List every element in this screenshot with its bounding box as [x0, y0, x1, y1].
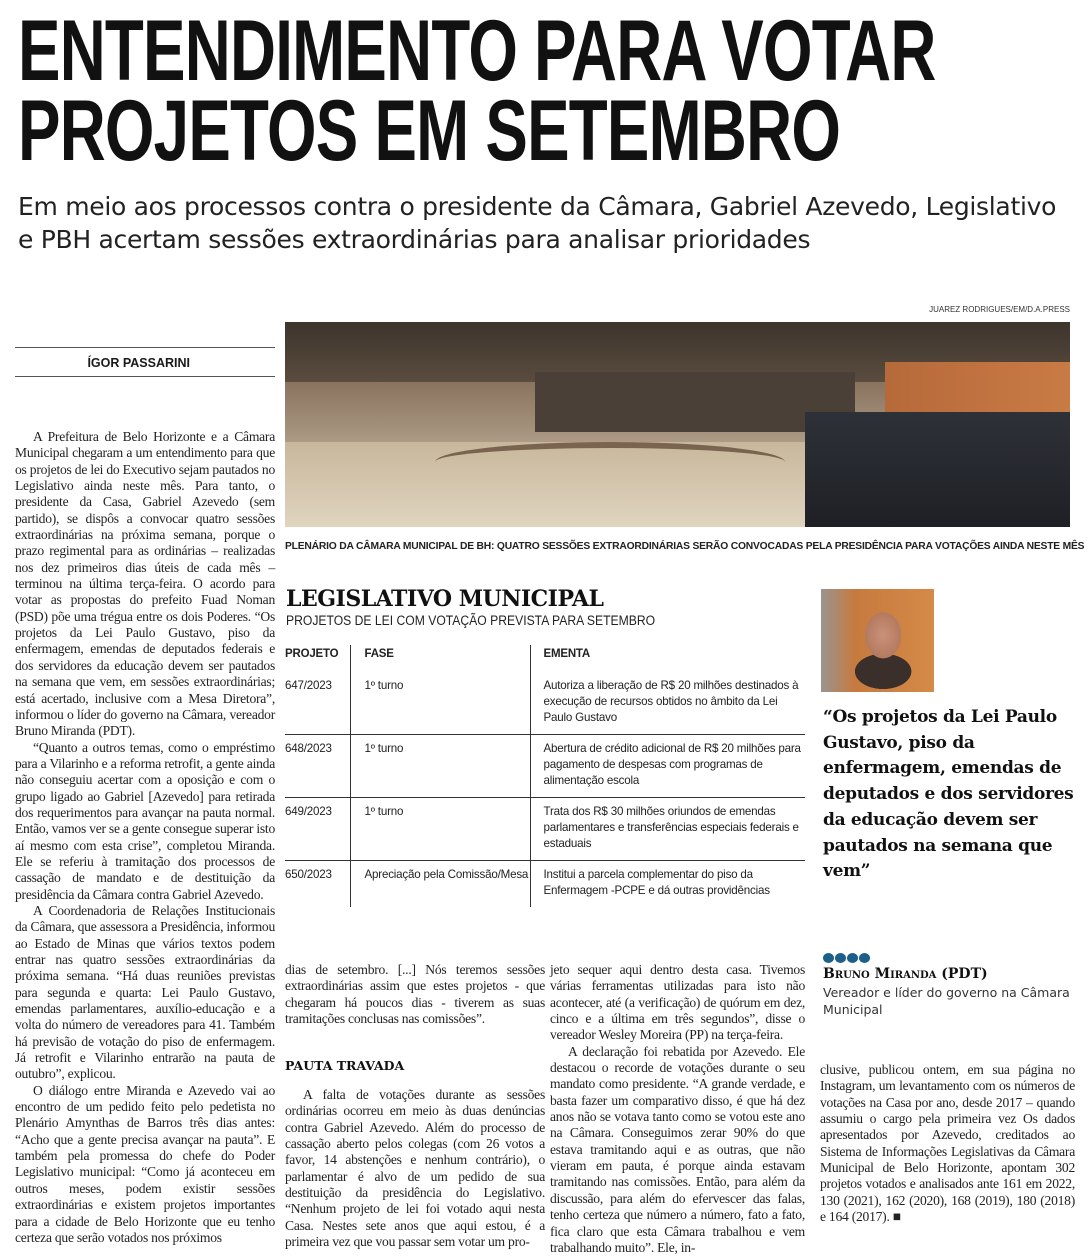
article-column-3 — [550, 962, 805, 1256]
cell-projeto: 649/2023 — [285, 798, 350, 861]
pull-quote: “Os projetos da Lei Paulo Gustavo, piso da enfermagem, emendas de deputados e dos servidores da educação devem ser pautados na semana que vem” — [823, 707, 1074, 882]
article-column-2-top — [285, 962, 545, 1027]
plenary-photo — [285, 322, 1070, 527]
bruno-miranda-portrait — [821, 589, 934, 692]
cell-ementa: Trata dos R$ 30 milhões oriundos de emendas parlamentares e transferências especiais federais e estaduais — [530, 798, 805, 861]
headline-line-2: PROJETOS EM SETEMBRO — [18, 83, 841, 179]
table-row — [285, 861, 805, 908]
cell-fase: 1º turno — [350, 735, 530, 798]
subheadline: Em meio aos processos contra o presidente da Câmara, Gabriel Azevedo, Legislativo e PBH acertam sessões extraordinárias para analisar prioridades — [18, 192, 1057, 254]
cell-ementa: Institui a parcela complementar do piso da Enfermagem -PCPE e dá outras providências — [530, 861, 805, 908]
paragraph-text: clusive, publicou ontem, em sua página no Instagram, um levantamento com os números de votações na Casa por ano, desde 2017 – quando assumiu o cargo pela primeira vez Os dados apresentados por Azevedo, creditados ao Sistema de Informações Legislativas da Câmara Municipal de Belo Horizonte, apontam 302 projetos votados e analisados ante 161 em 2022, 130 (2021), 162 (2020), 168 (2019), 180 (2018) e 164 (2017). — [820, 1062, 1075, 1225]
column-header-projeto: PROJETO — [285, 648, 339, 660]
projects-table — [285, 645, 805, 907]
table-row — [285, 672, 805, 735]
column-header-ementa: EMENTA — [530, 645, 805, 672]
cell-projeto: 650/2023 — [285, 868, 332, 881]
cell-projeto: 647/2023 — [285, 672, 350, 735]
paragraph: A Coordenadoria de Relações Institucionais da Câmara, que assessora a Presidência, informou ao Estado de Minas que vários textos podem entrar nas quatro sessões extraordinárias da próxima semana. “Há duas reuniões previstas para segunda e quarta: Lei Paulo Gustavo, emendas parlamentares, auxílio-educação e a volta do número de vereadores para 41. Também há previsão de votação do piso de enfermagem. Já retrofit e Vilarinho entrarão na pauta de outubro”, explicou. — [15, 902, 275, 1082]
column-header-fase: FASE — [350, 645, 530, 672]
table-header-row — [285, 645, 805, 672]
article-column-4 — [820, 1062, 1075, 1225]
article-column-2-bottom — [285, 1087, 545, 1250]
paragraph: A declaração foi rebatida por Azevedo. Ele destacou o recorde de votações durante o seu mandato como presidente. “A grande verdade, e basta fazer um comparativo disso, é que há dez anos não se votava tanto como se votou este ano na Câmara. Conseguimos zerar 90% do que estava tramitando aqui e as outras, que não vieram em pauta, é porque ainda estavam tramitando nas comissões. Então, para além da discussão, para além do efervescer das falas, tenho certeza que número a número, fato a fato, fica claro que esta Câmara trabalhou e vem trabalhando muito”. Ele, in- — [550, 1043, 805, 1255]
table-row — [285, 735, 805, 798]
cell-fase: Apreciação pela Comissão/Mesa — [350, 861, 530, 908]
byline: ÍGOR PASSARINI — [15, 347, 275, 377]
quote-author-role: Vereador e líder do governo na Câmara Municipal — [823, 985, 1070, 1017]
paragraph: A Prefeitura de Belo Horizonte e a Câmara Municipal chegaram a um entendimento para que os projetos de lei do Executivo sejam pautados no Legislativo ainda neste mês. Para tanto, o presidente da Casa, Gabriel Azevedo (sem partido), se dispôs a convocar quatro sessões extraordinárias na próxima semana, porque o prazo regimental para as ordinárias – realizadas nos dez primeiros dias úteis de cada mês – terminou na última terça-feira. O acordo para votar as propostas do prefeito Fuad Noman (PSD) põe uma trégua entre os dois Poderes. “Os projetos da Lei Paulo Gustavo, piso da enfermagem, emendas de deputados federais e dos servidores da educação devem ser pautados na semana que vem, em sessões extraordinárias; está acertado, inclusive com a Mesa Diretora”, informou o líder do governo na Câmara, vereador Bruno Miranda (PDT). — [15, 429, 275, 739]
article-column-1 — [15, 429, 275, 1246]
table-subtitle: PROJETOS DE LEI COM VOTAÇÃO PREVISTA PARA SETEMBRO — [286, 613, 656, 628]
cell-ementa: Abertura de crédito adicional de R$ 20 milhões para pagamento de despesas com programas de alimentação escola — [530, 735, 805, 798]
quote-dots-ornament — [823, 953, 870, 963]
paragraph: “Quanto a outros temas, como o empréstimo para a Vilarinho e a reforma retrofit, a gente ainda não conseguiu acertar com a oposição e com o grupo ligado ao Gabriel [Azevedo] para retirada dos requerimentos para avançar na pauta normal. Então, vamos ver se a gente consegue superar isto aí mesmo com esta crise”, completou Miranda. Ele se referiu à tramitação dos processos de cassação de mandato e de destituição da presidência da Câmara contra Gabriel Azevedo. — [15, 739, 275, 902]
paragraph — [820, 1062, 1075, 1225]
table-title: LEGISLATIVO MUNICIPAL — [286, 586, 604, 612]
paragraph: dias de setembro. [...] Nós teremos sessões extraordinárias assim que estes projetos - que chegaram há poucos dias - tiverem as suas tramitações conclusas nas comissões”. — [285, 962, 545, 1027]
quote-author-name: Bruno Miranda (PDT) — [823, 966, 988, 982]
cell-fase: 1º turno — [350, 798, 530, 861]
photo-caption: PLENÁRIO DA CÂMARA MUNICIPAL DE BH: QUATRO SESSÕES EXTRAORDINÁRIAS SERÃO CONVOCADAS PELA PRESIDÊNCIA PARA VOTAÇÕES AINDA NESTE MÊS — [285, 541, 1085, 552]
headline-line-1: ENTENDIMENTO PARA VOTAR — [18, 3, 936, 99]
table-row — [285, 798, 805, 861]
section-heading: PAUTA TRAVADA — [285, 1058, 405, 1073]
cell-projeto: 648/2023 — [285, 735, 350, 798]
paragraph: A falta de votações durante as sessões ordinárias ocorreu em meio às duas denúncias contra Gabriel Azevedo. Além do processo de cassação aberto pelos colegas (com 26 votos a favor, 14 abstenções e nenhum contrário), o parlamentar é alvo de um pedido de sua destituição da presidência do Legislativo. “Nenhum projeto de lei foi votado aqui nesta Casa. Nestes sete anos que aqui estou, é a primeira vez que vou passar sem votar um pro- — [285, 1087, 545, 1250]
cell-fase: 1º turno — [350, 672, 530, 735]
paragraph: O diálogo entre Miranda e Azevedo vai ao encontro de um pedido feito pelo pedetista no Plenário Amynthas de Barros três dias antes: “Acho que a gente precisa avançar na pauta”. E também pela promessa do chefe do Poder Legislativo municipal: “Como já aconteceu em outros meses, podem existir sessões extraordinárias e existem projetos importantes para a cidade de Belo Horizonte que eu tenho certeza que serão votados nos próximos — [15, 1082, 275, 1245]
paragraph: jeto sequer aqui dentro desta casa. Tivemos várias ferramentas utilizadas para isto não acontecer, até (a verificação) de quórum em dez, cinco e a última em três segundos”, disse o vereador Wesley Moreira (PP) na terça-feira. — [550, 962, 805, 1043]
photo-credit: JUAREZ RODRIGUES/EM/D.A.PRESS — [929, 305, 1070, 314]
cell-ementa: Autoriza a liberação de R$ 20 milhões destinados à execução de recursos obtidos no âmbito da Lei Paulo Gustavo — [530, 672, 805, 735]
end-mark-icon: ■ — [892, 1209, 901, 1225]
